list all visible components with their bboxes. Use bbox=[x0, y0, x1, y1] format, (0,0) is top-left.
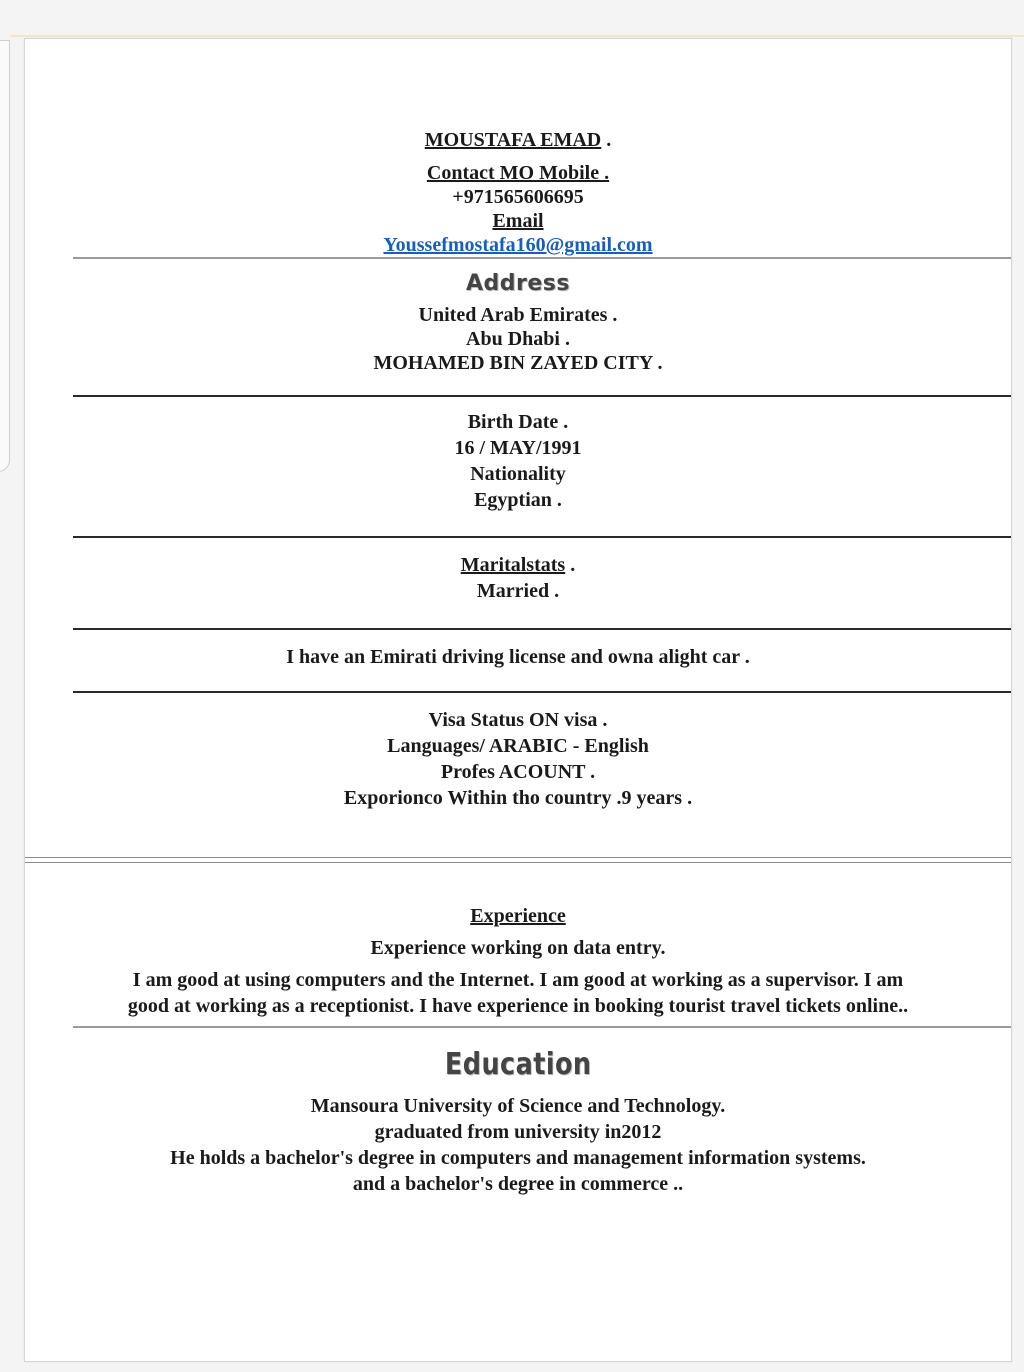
phone-number: +971565606695 bbox=[452, 186, 584, 208]
marital-section: Maritalstats . Married . bbox=[25, 552, 1011, 604]
visa-status: Visa Status ON visa . bbox=[428, 709, 608, 731]
address-section bbox=[25, 269, 1011, 375]
divider bbox=[73, 536, 1011, 538]
nationality-label: Nationality bbox=[470, 463, 566, 485]
divider bbox=[73, 628, 1011, 630]
experience-section bbox=[25, 903, 1011, 1019]
name-title: MOUSTAFA EMAD bbox=[424, 129, 602, 151]
header-section: MOUSTAFA EMAD . Contact MO Mobile . +971565606695 Email Youssefmostafa160@gmail.com bbox=[25, 127, 1011, 257]
birth-date-label: Birth Date . bbox=[467, 411, 569, 433]
education-heading: Education bbox=[444, 1047, 592, 1082]
divider bbox=[73, 1026, 1011, 1028]
resume-page bbox=[24, 38, 1012, 1362]
divider bbox=[73, 395, 1011, 397]
license-text: I have an Emirati driving license and owna alight car . bbox=[286, 646, 750, 668]
education-line: Mansoura University of Science and Technology. bbox=[310, 1095, 726, 1117]
experience-line: I am good at using computers and the Internet. I am good at working as a supervisor. I am bbox=[132, 969, 904, 991]
divider bbox=[73, 691, 1011, 693]
education-line: and a bachelor's degree in commerce .. bbox=[352, 1173, 684, 1195]
email-label: Email bbox=[492, 210, 544, 232]
marital-label: Maritalstats bbox=[460, 554, 566, 576]
marital-value: Married . bbox=[476, 580, 560, 602]
experience-heading: Experience bbox=[470, 905, 566, 927]
email-link[interactable]: Youssefmostafa160@gmail.com bbox=[383, 234, 653, 256]
experience-years: Exporionco Within tho country .9 years . bbox=[343, 787, 693, 809]
education-line: graduated from university in2012 bbox=[374, 1121, 662, 1143]
birth-section bbox=[25, 409, 1011, 513]
license-section bbox=[25, 644, 1011, 670]
address-line: United Arab Emirates . bbox=[418, 304, 618, 326]
nationality-value: Egyptian . bbox=[474, 489, 562, 511]
top-border bbox=[10, 35, 1024, 37]
experience-line: Experience working on data entry. bbox=[370, 937, 666, 959]
address-line: Abu Dhabi . bbox=[466, 328, 570, 350]
education-section bbox=[25, 1045, 1011, 1197]
address-heading: Address bbox=[466, 271, 570, 296]
divider bbox=[25, 857, 1011, 858]
divider bbox=[73, 257, 1011, 259]
visa-section bbox=[25, 707, 1011, 811]
education-line: He holds a bachelor's degree in computers and management information systems. bbox=[170, 1147, 866, 1169]
birth-date-value: 16 / MAY/1991 bbox=[454, 437, 582, 459]
languages: Languages/ ARABIC - English bbox=[387, 735, 649, 757]
divider bbox=[25, 862, 1011, 863]
experience-line: good at working as a receptionist. I have experience in booking tourist travel tickets online.. bbox=[127, 995, 909, 1017]
profession: Profes ACOUNT . bbox=[440, 761, 596, 783]
side-panel-edge bbox=[0, 40, 10, 472]
address-line: MOHAMED BIN ZAYED CITY . bbox=[373, 352, 663, 374]
contact-label: Contact MO Mobile . bbox=[426, 162, 610, 184]
